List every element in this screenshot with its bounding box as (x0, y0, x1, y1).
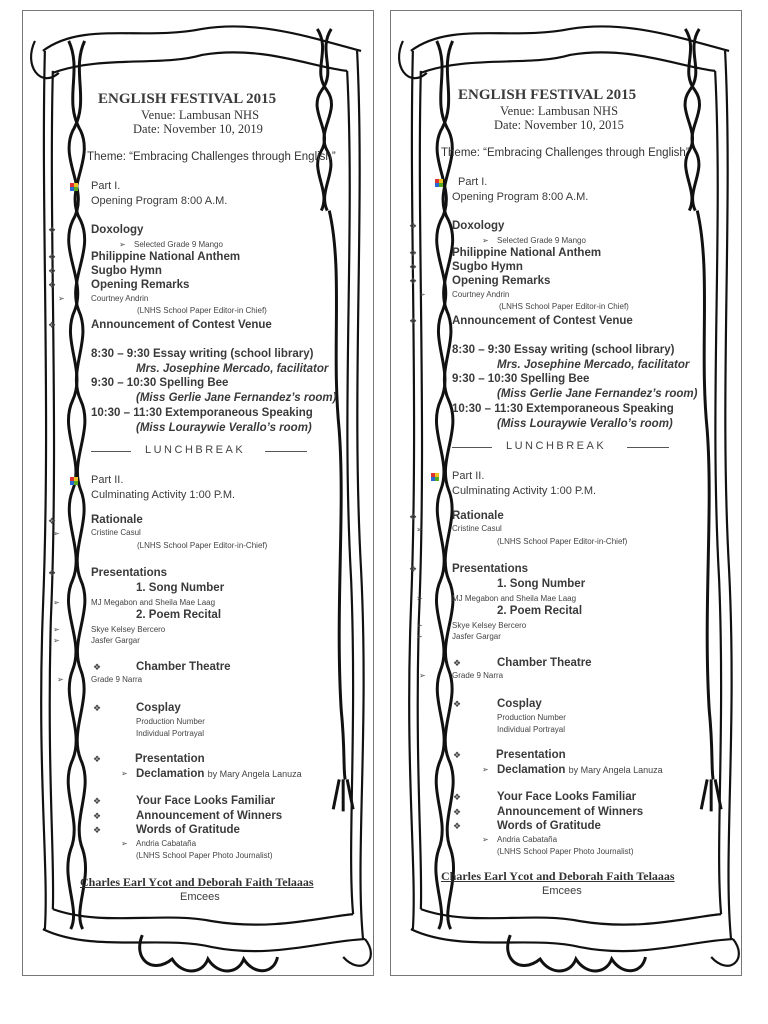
poem-performer-2: Jasfer Gargar (452, 632, 501, 641)
arrow-bullet-icon: ➢ (416, 621, 423, 630)
declamation-performer: by Mary Angela Lanuza (207, 769, 302, 779)
diamond-bullet-icon: ❖ (453, 821, 462, 831)
diamond-bullet-icon: ❖ (409, 248, 418, 258)
diamond-bullet-icon: ❖ (93, 662, 102, 672)
diamond-bullet-icon: ❖ (453, 658, 462, 668)
diamond-bullet-icon: ❖ (48, 252, 57, 262)
arrow-bullet-icon: ➢ (53, 529, 60, 538)
remarks-speaker-role: (LNHS School Paper Editor-in Chief) (137, 306, 267, 315)
rationale-heading: Rationale (91, 514, 143, 526)
announcement-heading: Announcement of Contest Venue (452, 315, 633, 327)
remarks-speaker: Courtney Andrin (91, 294, 149, 303)
poem-performer-2: Jasfer Gargar (91, 636, 140, 645)
date-text: Date: November 10, 2015 (494, 118, 624, 132)
declamation-heading (136, 768, 302, 780)
diamond-bullet-icon: ❖ (409, 564, 418, 574)
spelling-bee-schedule: 9:30 – 10:30 Spelling Bee (452, 373, 590, 385)
emcees-names: Charles Earl Ycot and Deborah Faith Telaaas (80, 875, 314, 889)
essay-facilitator: Mrs. Josephine Mercado, facilitator (136, 363, 329, 375)
diamond-bullet-icon: ❖ (48, 568, 57, 578)
diamond-bullet-icon: ❖ (93, 825, 102, 835)
hymn-heading: Sugbo Hymn (91, 265, 162, 277)
emcees-names: Charles Earl Ycot and Deborah Faith Telaaas (441, 869, 675, 883)
part1-label: Part I. (458, 176, 488, 188)
song-number-heading: 1. Song Number (497, 578, 586, 590)
cosplay-item-1: Production Number (497, 713, 566, 722)
your-face-looks-familiar-heading: Your Face Looks Familiar (136, 795, 276, 807)
cosplay-heading: Cosplay (497, 698, 542, 710)
poem-recital-heading: 2. Poem Recital (497, 605, 583, 617)
part2-subtitle: Culminating Activity 1:00 P.M. (91, 489, 236, 501)
program-content (23, 11, 373, 975)
rationale-heading: Rationale (452, 510, 504, 522)
spelling-bee-room: (Miss Gerlie Jane Fernandez’s room) (136, 392, 337, 404)
anthem-heading: Philippine National Anthem (91, 251, 241, 263)
theme-text: Theme: “Embracing Challenges through English” (441, 147, 690, 159)
arrow-bullet-icon: ➢ (53, 636, 60, 645)
arrow-bullet-icon: ➢ (53, 625, 60, 634)
part1-label: Part I. (91, 180, 121, 192)
lunchbreak-label: LUNCHBREAK (506, 440, 607, 452)
arrow-bullet-icon: ➢ (53, 598, 60, 607)
opening-remarks-heading: Opening Remarks (452, 275, 551, 287)
diamond-bullet-icon: ❖ (409, 262, 418, 272)
declamation-performer: by Mary Angela Lanuza (568, 765, 663, 775)
essay-facilitator: Mrs. Josephine Mercado, facilitator (497, 359, 690, 371)
gratitude-speaker: Andria Cabataña (136, 839, 197, 848)
part2-label: Part II. (452, 470, 485, 482)
emcees-label: Emcees (180, 891, 220, 903)
arrow-bullet-icon: ➢ (482, 236, 489, 245)
rationale-speaker-role: (LNHS School Paper Editor-in-Chief) (137, 541, 268, 550)
arrow-bullet-icon: ➢ (416, 525, 423, 534)
diamond-bullet-icon: ❖ (93, 811, 102, 821)
program-content (391, 11, 741, 975)
lunch-divider-right (627, 447, 669, 448)
your-face-looks-familiar-heading: Your Face Looks Familiar (497, 791, 637, 803)
poem-performer-1: Skye Kelsey Bercero (452, 621, 527, 630)
presentation-heading: Presentation (135, 753, 205, 765)
arrow-bullet-icon: ➢ (416, 594, 423, 603)
diamond-bullet-icon: ❖ (409, 276, 418, 286)
spelling-bee-room: (Miss Gerlie Jane Fernandez’s room) (497, 388, 698, 400)
part2-label: Part II. (91, 474, 124, 486)
song-performers: MJ Megabon and Sheila Mae Laag (91, 598, 216, 607)
declamation-label: Declamation (136, 768, 205, 780)
lunch-divider-left (452, 447, 492, 448)
diamond-bullet-icon: ❖ (453, 750, 462, 760)
arrow-bullet-icon: ➢ (482, 765, 489, 774)
song-number-heading: 1. Song Number (136, 582, 225, 594)
announcement-heading: Announcement of Contest Venue (91, 319, 272, 331)
arrow-bullet-icon: ➢ (58, 294, 65, 303)
arrow-bullet-icon: ➢ (121, 839, 128, 848)
diamond-bullet-icon: ❖ (93, 754, 102, 764)
arrow-bullet-icon: ➢ (57, 675, 64, 684)
diamond-bullet-icon: ❖ (48, 516, 57, 526)
diamond-bullet-icon: ❖ (453, 699, 462, 709)
presentations-heading: Presentations (452, 563, 529, 575)
lunch-divider-right (265, 451, 307, 452)
venue-text: Venue: Lambusan NHS (500, 104, 619, 118)
diamond-bullet-icon: ❖ (48, 280, 57, 290)
declamation-label: Declamation (497, 764, 566, 776)
festival-title: ENGLISH FESTIVAL 2015 (98, 91, 277, 107)
gratitude-speaker: Andria Cabataña (497, 835, 558, 844)
gratitude-speaker-role: (LNHS School Paper Photo Journalist) (136, 851, 273, 860)
lunchbreak-label: LUNCHBREAK (145, 444, 246, 456)
diamond-bullet-icon: ❖ (409, 221, 418, 231)
essay-writing-schedule: 8:30 – 9:30 Essay writing (school library) (91, 348, 314, 360)
theme-text: Theme: “Embracing Challenges through English” (87, 151, 336, 163)
flag-bullet-icon (70, 477, 78, 485)
presentation-heading: Presentation (496, 749, 566, 761)
diamond-bullet-icon: ❖ (48, 225, 57, 235)
rationale-speaker: Cristine Casul (452, 524, 502, 533)
rationale-speaker: Cristine Casul (91, 528, 141, 537)
extemporaneous-room: (Miss Louraywie Verallo’s room) (497, 418, 673, 430)
words-of-gratitude-heading: Words of Gratitude (497, 820, 601, 832)
diamond-bullet-icon: ❖ (93, 703, 102, 713)
anthem-heading: Philippine National Anthem (452, 247, 602, 259)
arrow-bullet-icon: ➢ (121, 769, 128, 778)
hymn-heading: Sugbo Hymn (452, 261, 523, 273)
chamber-theatre-performer: Grade 9 Narra (452, 671, 504, 680)
diamond-bullet-icon: ❖ (453, 792, 462, 802)
cosplay-item-2: Individual Portrayal (497, 725, 566, 734)
doxology-heading: Doxology (452, 220, 505, 232)
festival-title: ENGLISH FESTIVAL 2015 (458, 87, 637, 103)
poem-performer-1: Skye Kelsey Bercero (91, 625, 166, 634)
program-panel-left (22, 10, 374, 976)
arrow-bullet-icon: ➢ (419, 671, 426, 680)
remarks-speaker-role: (LNHS School Paper Editor-in Chief) (499, 302, 629, 311)
spelling-bee-schedule: 9:30 – 10:30 Spelling Bee (91, 377, 229, 389)
chamber-theatre-heading: Chamber Theatre (497, 657, 592, 669)
chamber-theatre-heading: Chamber Theatre (136, 661, 231, 673)
lunch-divider-left (91, 451, 131, 452)
doxology-performer: Selected Grade 9 Mango (134, 240, 223, 249)
part1-subtitle: Opening Program 8:00 A.M. (91, 195, 228, 207)
arrow-bullet-icon: ➢ (419, 290, 426, 299)
words-of-gratitude-heading: Words of Gratitude (136, 824, 240, 836)
diamond-bullet-icon: ❖ (48, 320, 57, 330)
song-performers: MJ Megabon and Sheila Mae Laag (452, 594, 577, 603)
extemporaneous-schedule: 10:30 – 11:30 Extemporaneous Speaking (452, 403, 674, 415)
arrow-bullet-icon: ➢ (416, 632, 423, 641)
emcees-label: Emcees (542, 885, 582, 897)
remarks-speaker: Courtney Andrin (452, 290, 510, 299)
poem-recital-heading: 2. Poem Recital (136, 609, 222, 621)
chamber-theatre-performer: Grade 9 Narra (91, 675, 143, 684)
venue-text: Venue: Lambusan NHS (141, 108, 260, 122)
opening-remarks-heading: Opening Remarks (91, 279, 190, 291)
flag-bullet-icon (435, 179, 443, 187)
program-panel-right (390, 10, 742, 976)
doxology-performer: Selected Grade 9 Mango (497, 236, 586, 245)
diamond-bullet-icon: ❖ (48, 266, 57, 276)
gratitude-speaker-role: (LNHS School Paper Photo Journalist) (497, 847, 634, 856)
cosplay-item-2: Individual Portrayal (136, 729, 205, 738)
diamond-bullet-icon: ❖ (93, 796, 102, 806)
extemporaneous-schedule: 10:30 – 11:30 Extemporaneous Speaking (91, 407, 313, 419)
flag-bullet-icon (70, 183, 78, 191)
declamation-heading (497, 764, 663, 776)
announcement-of-winners-heading: Announcement of Winners (136, 810, 283, 822)
announcement-of-winners-heading: Announcement of Winners (497, 806, 644, 818)
diamond-bullet-icon: ❖ (453, 807, 462, 817)
arrow-bullet-icon: ➢ (119, 240, 126, 249)
rationale-speaker-role: (LNHS School Paper Editor-in-Chief) (497, 537, 628, 546)
essay-writing-schedule: 8:30 – 9:30 Essay writing (school library) (452, 344, 675, 356)
extemporaneous-room: (Miss Louraywie Verallo’s room) (136, 422, 312, 434)
diamond-bullet-icon: ❖ (409, 512, 418, 522)
date-text: Date: November 10, 2019 (133, 122, 263, 136)
arrow-bullet-icon: ➢ (482, 835, 489, 844)
flag-bullet-icon (431, 473, 439, 481)
cosplay-heading: Cosplay (136, 702, 181, 714)
presentations-heading: Presentations (91, 567, 168, 579)
cosplay-item-1: Production Number (136, 717, 205, 726)
part2-subtitle: Culminating Activity 1:00 P.M. (452, 485, 597, 497)
part1-subtitle: Opening Program 8:00 A.M. (452, 191, 589, 203)
doxology-heading: Doxology (91, 224, 144, 236)
diamond-bullet-icon: ❖ (409, 316, 418, 326)
